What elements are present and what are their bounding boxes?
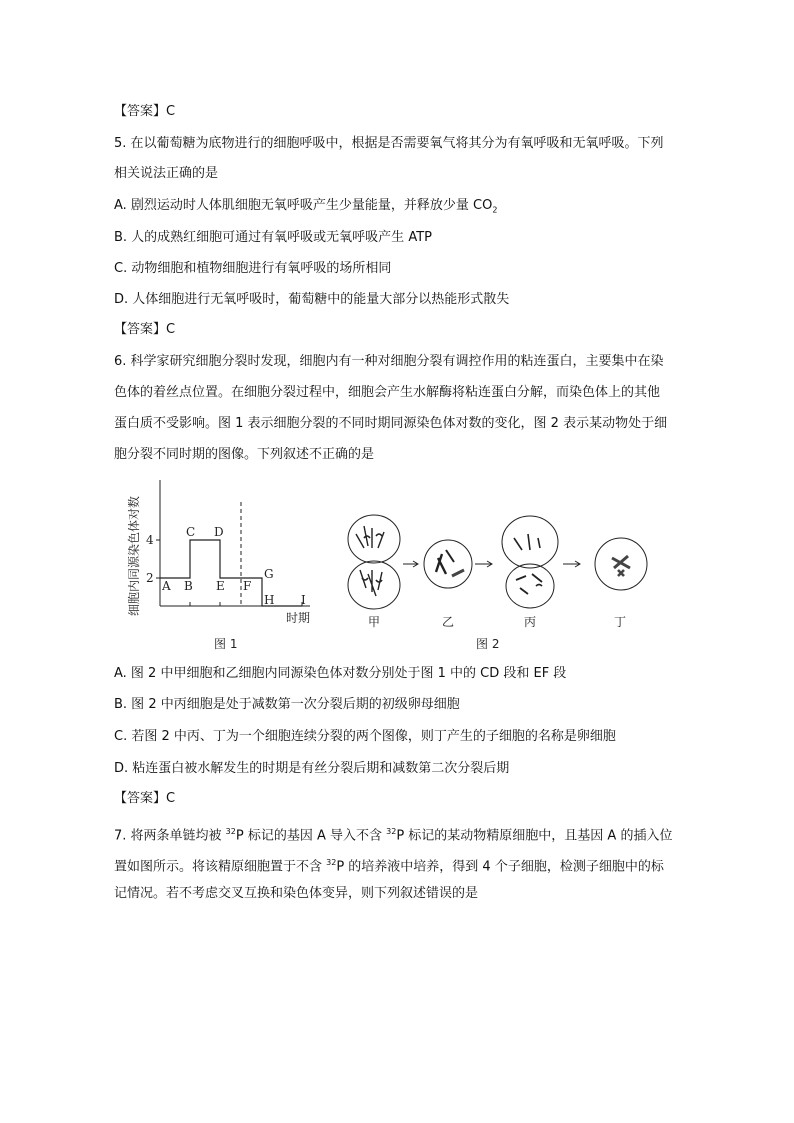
arrow-2: [475, 561, 492, 567]
cell-yi: [424, 540, 472, 588]
cell-label-ding: 丁: [614, 615, 627, 629]
answer-q4: 【答案】C: [114, 104, 176, 119]
q6-option-a: A. 图 2 中甲细胞和乙细胞内同源染色体对数分别处于图 1 中的 CD 段和 EF 段: [114, 666, 567, 681]
figure2-cells: [348, 515, 647, 609]
answer-q6: 【答案】C: [114, 791, 176, 806]
figure1-step-line: [160, 540, 302, 606]
q5-option-d: D. 人体细胞进行无氧呼吸时，葡萄糖中的能量大部分以热能形式散失: [114, 292, 510, 307]
figure1-xlabel: 时期: [286, 611, 311, 625]
q7-stem-line2: 置如图所示。将该精原细胞置于不含 $^{32}$P 的培养液中培养，得到 4 个子细胞，检测子细胞中的标: [114, 858, 664, 875]
q6-option-d: D. 粘连蛋白被水解发生的时期是有丝分裂后期和减数第二次分裂后期: [114, 761, 510, 776]
cell-label-jia: 甲: [368, 615, 381, 629]
figure1-label-A: A: [162, 579, 171, 593]
cell-bing: [502, 516, 558, 608]
figure1-label-H: H: [264, 593, 275, 607]
q5-option-b: B. 人的成熟红细胞可通过有氧呼吸或无氧呼吸产生 ATP: [114, 230, 432, 245]
q6-stem-line1: 6. 科学家研究细胞分裂时发现，细胞内有一种对细胞分裂有调控作用的粘连蛋白，主要集中在染: [114, 354, 664, 369]
cell-label-yi: 乙: [442, 615, 455, 629]
figure1-chart: [126, 480, 310, 651]
cell-jia: [348, 515, 400, 609]
arrow-1: [403, 561, 418, 567]
q6-figure: [110, 476, 670, 656]
figure1-label-G: G: [264, 567, 274, 581]
q5-stem-line2: 相关说法正确的是: [114, 166, 219, 181]
figure1-ylabel: 细胞内同源染色体对数: [127, 495, 141, 617]
figure1-label-B: B: [184, 579, 193, 593]
arrow-3: [563, 561, 580, 567]
q7-stem-line1: 7. 将两条单链均被 $^{32}$P 标记的基因 A 导入不含 $^{32}$P 标记的某动物精原细胞中，且基因 A 的插入位: [114, 827, 673, 844]
q6-stem-line4: 胞分裂不同时期的图像。下列叙述不正确的是: [114, 447, 375, 462]
q6-stem-line3: 蛋白质不受影响。图 1 表示细胞分裂的不同时期同源染色体对数的变化，图 2 表示某动物处于细: [114, 416, 668, 431]
figure2-caption: 图 2: [476, 637, 500, 651]
figure1-label-E: E: [216, 579, 225, 593]
cell-label-bing: 丙: [524, 615, 537, 629]
figure1-label-I: I: [301, 593, 306, 607]
q6-option-c: C. 若图 2 中丙、丁为一个细胞连续分裂的两个图像，则丁产生的子细胞的名称是卵细胞: [114, 729, 616, 744]
figure1-ytick-2: 2: [146, 571, 154, 585]
q5-stem-line1: 5. 在以葡萄糖为底物进行的细胞呼吸中，根据是否需要氧气将其分为有氧呼吸和无氧呼吸。下列: [114, 136, 664, 151]
figure1-label-C: C: [186, 525, 196, 539]
q5-option-a: A. 剧烈运动时人体肌细胞无氧呼吸产生少量能量，并释放少量 $CO_2$: [114, 198, 498, 215]
cell-ding: [595, 538, 647, 590]
figure1-ytick-4: 4: [146, 533, 154, 547]
q6-stem-line2: 色体的着丝点位置。在细胞分裂过程中，细胞会产生水解酶将粘连蛋白分解，而染色体上的其他: [114, 385, 661, 400]
q6-figure-svg: [110, 476, 670, 656]
figure1-caption: 图 1: [214, 637, 238, 651]
q5-option-c: C. 动物细胞和植物细胞进行有氧呼吸的场所相同: [114, 261, 392, 276]
answer-q5: 【答案】C: [114, 322, 176, 337]
figure1-label-F: F: [243, 579, 252, 593]
q7-stem-line3: 记情况。若不考虑交叉互换和染色体变异，则下列叙述错误的是: [114, 886, 479, 901]
q6-option-b: B. 图 2 中丙细胞是处于减数第一次分裂后期的初级卵母细胞: [114, 697, 460, 712]
figure1-label-D: D: [214, 525, 224, 539]
